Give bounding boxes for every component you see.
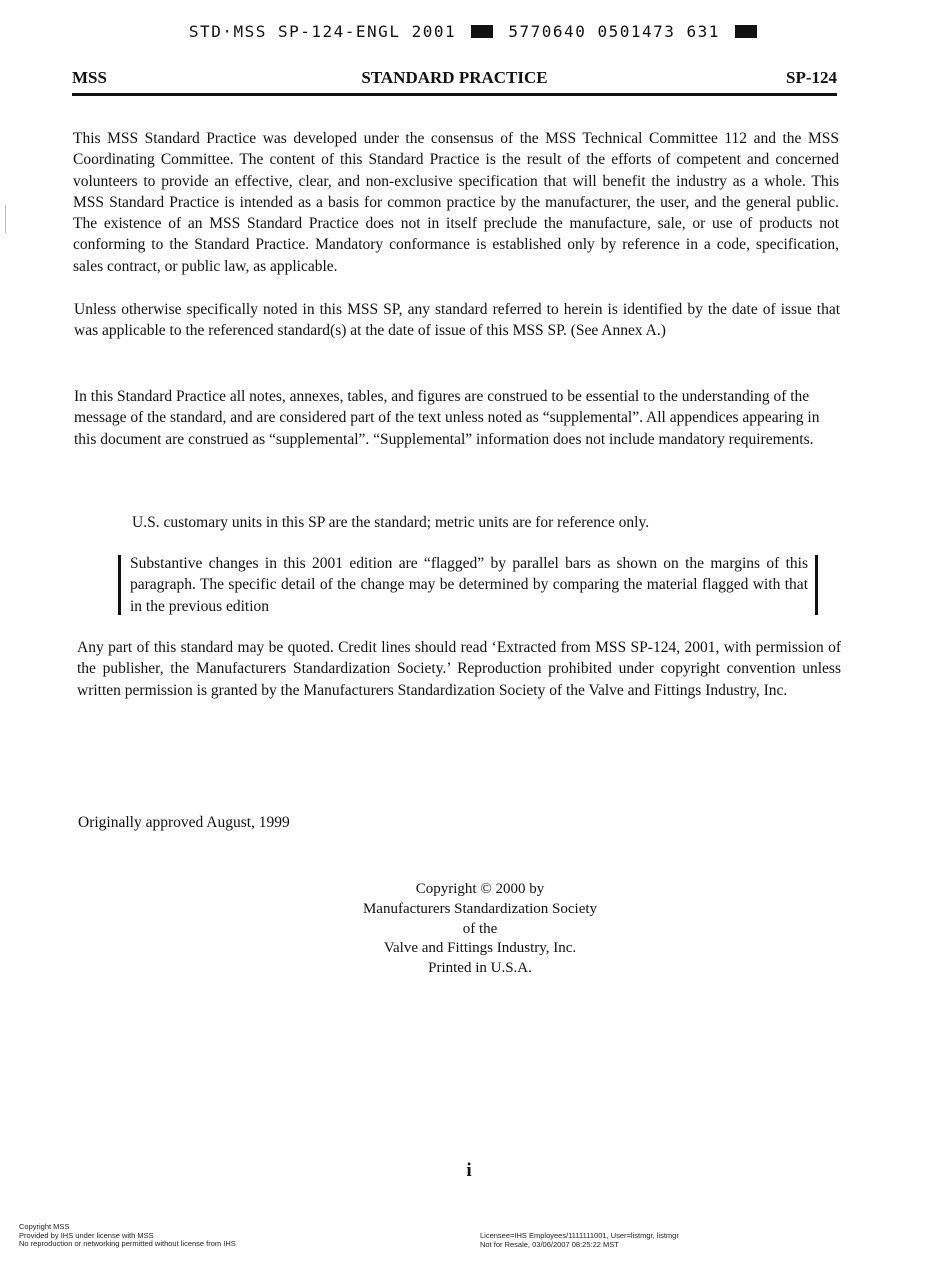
footer-license-right [480, 1232, 679, 1249]
units-paragraph: U.S. customary units in this SP are the standard; metric units are for reference only. [132, 514, 650, 531]
copyright-block [330, 880, 630, 979]
footer-license-left [19, 1223, 236, 1249]
scan-redaction-block [735, 25, 757, 38]
standards-reference-paragraph: Unless otherwise specifically noted in this MSS SP, any standard referred to herein is identified by the date of issue that was applicable to the referenced standard(s) at the date of issue of this MSS SP. (See Annex A.) [74, 301, 840, 340]
header-title: STANDARD PRACTICE [361, 68, 548, 87]
change-bar-right [815, 555, 818, 615]
header-org: MSS [72, 68, 107, 87]
margin-scan-mark [5, 205, 6, 233]
footer-line: Provided by IHS under license with MSS [19, 1230, 154, 1240]
copyright-printed: Printed in U.S.A. [428, 960, 532, 977]
scan-header-line [0, 22, 950, 41]
copyright-line: Copyright © 2000 by [415, 881, 545, 897]
footer-line: No reproduction or networking permitted without license from IHS [19, 1239, 236, 1248]
scan-redaction-block [471, 25, 493, 38]
footer-line: Licensee=IHS Employees/1111111001, User=listmgr, listmgr [480, 1231, 679, 1240]
scan-header-code: 5770640 0501473 631 [508, 22, 720, 41]
consensus-paragraph: This MSS Standard Practice was developed under the consensus of the MSS Technical Committee 112 and the MSS Coordinating Committee. The content of this Standard Practice is the result of the efforts of competent and concerned volunteers to provide an effective, clear, and non-exclusive specification that will benefit the industry as a whole. This MSS Standard Practice is intended as a basis for common practice by the manufacturer, the user, and the general public. The existence of an MSS Standard Practice does not in itself preclude the manufacture, sale, or use of products not conforming to the Standard Practice. Mandatory conformance is established only by reference in a code, specification, sales contract, or public law, as applicable. [73, 130, 839, 275]
page-header [72, 68, 837, 94]
footer-line: Copyright MSS [19, 1222, 70, 1231]
copyright-org: Manufacturers Standardization Society [362, 900, 598, 917]
quotation-paragraph: Any part of this standard may be quoted. Credit lines should read ‘Extracted from MSS SP-124, 2001, with permission of the publisher, the Manufacturers Standardization Society.’ Reproduction prohibited under copyright convention unless written permission is granted by the Manufacturers Standardization Society of the Valve and Fittings Industry, Inc. [77, 639, 841, 699]
flagged-changes-paragraph: Substantive changes in this 2001 edition are “flagged” by parallel bars as shown on the margins of this paragraph. The specific detail of the change may be determined by comparing the material flagged with that in the previous edition [130, 555, 808, 615]
header-rule [72, 93, 837, 96]
copyright-industry: Valve and Fittings Industry, Inc. [383, 940, 577, 957]
footer-line: Not for Resale, 03/06/2007 08:25:22 MST [480, 1239, 619, 1249]
change-bar-left [118, 555, 121, 615]
approval-date: Originally approved August, 1999 [78, 814, 290, 831]
copyright-line: of the [462, 920, 498, 937]
flagged-changes-block [118, 553, 818, 617]
scan-header-doc-id: STD·MSS SP-124-ENGL 2001 [188, 22, 457, 41]
supplemental-paragraph: In this Standard Practice all notes, annexes, tables, and figures are construed to be essential to the understanding of the message of the standard, and are considered part of the text unless noted as “supplemental”. All appendices appearing in this document are construed as “supplemental”. “Supplemental” information does not include mandatory requirements. [74, 388, 820, 448]
page-number: i [466, 1160, 472, 1181]
header-doc-number: SP-124 [786, 68, 837, 87]
